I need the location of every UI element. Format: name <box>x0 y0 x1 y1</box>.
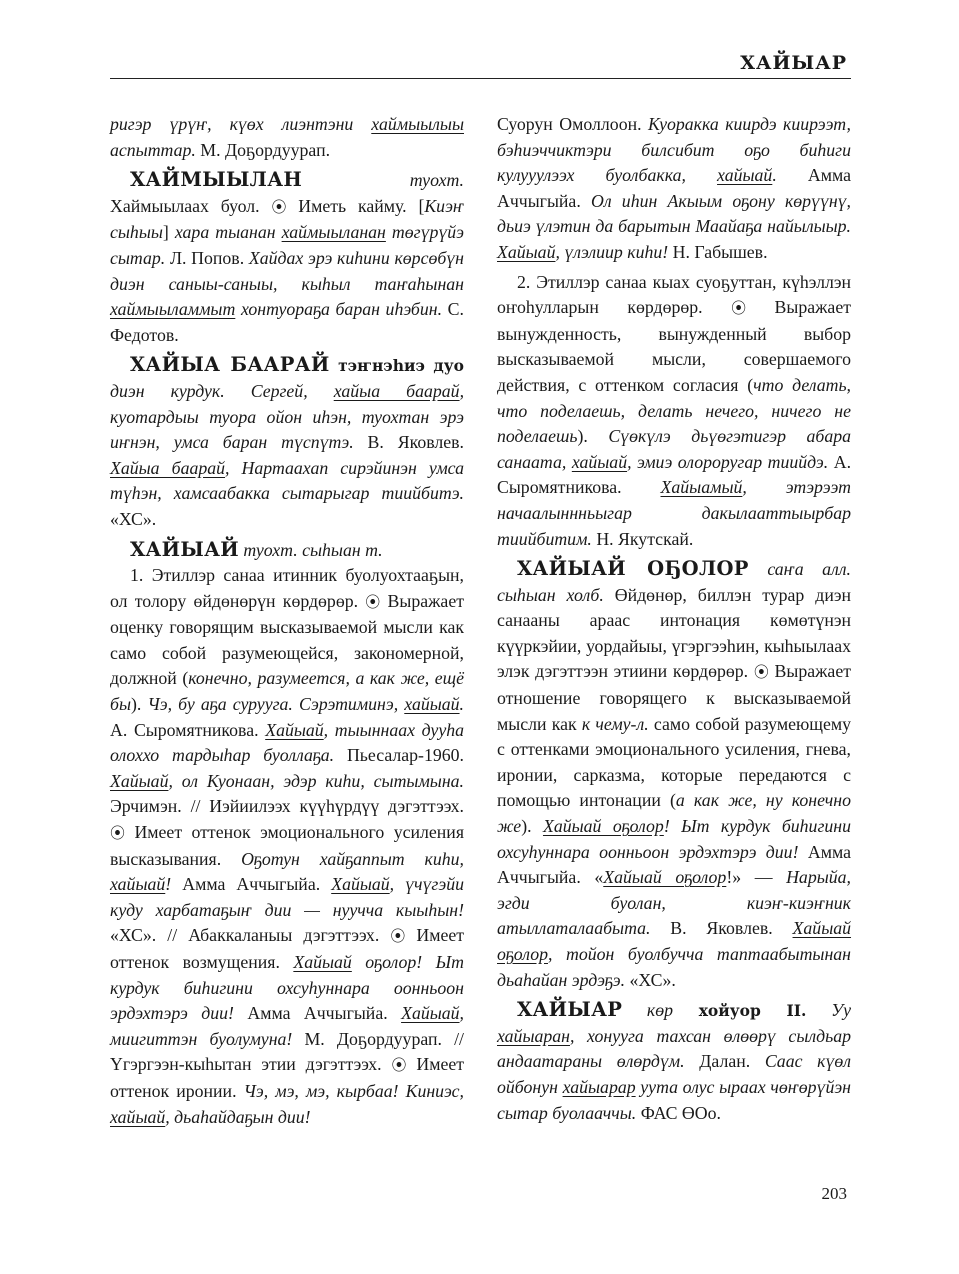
russian-gloss-italic: Киэҥ сыһыы <box>110 195 464 243</box>
grammar-label: көр <box>622 1000 674 1021</box>
example-text: төгүрүйэ сытар. <box>110 222 464 268</box>
headword: ХАЙЫАЙ <box>130 537 239 561</box>
example-text: Чэ, мэ, мэ, кырбаа! Киниэс, <box>236 1080 464 1101</box>
example-text: Ол иһин Акыым оҕону көрүүнү, дьиэ үлэтин да барытын Маайаҕа найылыыр. <box>497 190 851 237</box>
example-text: , этэрээт начаалыннньыгар дакылааттыырбар тиийбитим. <box>497 477 851 549</box>
grammar-label: туохт. <box>302 170 464 191</box>
source: Амма Аччыгыйа. <box>233 1003 388 1024</box>
example-text: , дьаһайдаҕын дии! <box>165 1106 311 1127</box>
russian-gloss: ). <box>577 426 588 447</box>
underlined-word: хайыай <box>571 451 628 472</box>
running-head: ХАЙЫАР <box>740 52 847 74</box>
quote-mark: !» — <box>726 867 773 888</box>
underlined-word: Хайыай <box>265 719 324 740</box>
sense-2 <box>497 270 851 553</box>
circle-dot-icon: ⦿ <box>365 592 381 611</box>
example-text: . <box>772 165 777 186</box>
example-text: Куоракка киирдэ киирээт, бэһиэччиктэри билсибит оҕо биһиги кулууулээх буолбакка, <box>497 114 851 186</box>
source: Л. Попов. <box>165 247 245 268</box>
russian-gloss: Имеет оттенок иронии. <box>110 1054 465 1101</box>
source: «ХС». <box>625 969 676 990</box>
definition: Этиллэр санаа итинник буолуохтааҕын, ол толору өйдөнөрүн көрдөрөр. <box>110 565 464 611</box>
headword: ХАЙЫАР <box>517 998 623 1022</box>
entry-haiya-baarai <box>110 352 464 532</box>
example-text: ригэр үрүҥ, күөх лиэнтэни <box>110 114 372 134</box>
underlined-word: Хайыа баарай <box>110 457 226 478</box>
entry-haiyar <box>497 997 851 1126</box>
source: Амма Аччыгыйа. <box>497 841 851 888</box>
underlined-word: Хайыай <box>110 770 169 791</box>
source: А. Сыромятникова. <box>110 719 259 740</box>
underlined-word: хайыай <box>110 1106 166 1127</box>
underlined-word: Хайыай <box>401 1003 460 1024</box>
underlined-word: хайыарар <box>562 1076 636 1097</box>
circle-dot-icon: ⦿ <box>731 299 747 318</box>
underlined-word: хайыай <box>404 694 460 715</box>
example-text: аспыттар. <box>110 139 196 160</box>
example-text: . <box>459 694 464 715</box>
russian-gloss-italic: что делать, что поделаешь, делать нечего, ничего не поделаешь <box>497 374 852 447</box>
continued-entry <box>497 112 851 266</box>
source: Амма Аччыгыйа. <box>497 165 851 211</box>
source: М. Доҕордуурап. <box>292 1028 442 1049</box>
source: М. Доҕордуурап. <box>195 139 331 160</box>
source: Амма Аччыгыйа. <box>171 874 321 895</box>
source: «ХС». <box>110 508 157 529</box>
example-text: , эмиэ олороругар тиийдэ. <box>627 451 829 472</box>
usage-note: // Иэйиилээх күүһүрдүү дэгэттээх. <box>181 796 464 817</box>
russian-gloss: ). <box>131 694 142 715</box>
underlined-word: хаймыылыы <box>371 114 464 134</box>
source: Н. Габышев. <box>668 241 768 262</box>
source: С. Федотов. <box>110 299 464 345</box>
entry-haiyai-ogolor <box>497 556 851 993</box>
example-text: , үлэлиир киһи! <box>555 241 669 262</box>
underlined-word: Хайыай <box>293 952 352 972</box>
sense-1 <box>110 563 464 1130</box>
example-text: Нарыйа, эгди буолан, киэҥ-киэҥник атыллаталаабыта. <box>497 867 851 939</box>
example-text: хонтуораҕа баран иһэбин. <box>235 299 443 320</box>
example-text: , тыыннаах дууһа олоххо тардыһар буоллаҕа. <box>110 719 464 766</box>
underlined-word: хайыаран <box>497 1025 570 1046</box>
page-number: 203 <box>821 1184 847 1203</box>
example-text: , хонууга тахсан өлөөрү сылдьар андаатараны өлөрдүм. <box>497 1025 851 1072</box>
grammar-label: туохт. сыһыан т. <box>238 539 383 560</box>
circle-dot-icon: ⦿ <box>391 1056 407 1075</box>
definition: Өйдөнөр, биллэн турар диэн санааны араас интонация көмөтүнэн күүркэйии, уордайыы, үгэргээһин, кыһыылаах элэк дэгэттээн этиини көрдөрөр. <box>497 584 851 682</box>
russian-gloss: ). <box>521 816 532 837</box>
russian-gloss-italic: а как же, ну конечно же <box>497 790 851 837</box>
grammar-label: сыһыан холб. <box>497 584 604 605</box>
header-rule <box>110 78 851 79</box>
example-text: уута олус ыраах чөҥөрүйэн сытар буолааччы. <box>497 1076 851 1123</box>
continued-entry <box>110 112 464 163</box>
russian-gloss: само собой разумеющему с оттенками эмоционального усиления, гнева, иронии, сарказма, которые передаются с помощью интонации ( <box>497 713 851 811</box>
example-text: , үчүгэйи куду харбатаҕыҥ дии — нуучча кыыһын! <box>110 874 464 920</box>
quote-mark: « <box>580 867 604 888</box>
source: Н. Якутскай. <box>591 528 694 549</box>
russian-gloss: Имеет оттенок эмоционального усиления высказывания. <box>110 822 464 869</box>
definition: Хаймыылаах буол. <box>110 195 272 216</box>
underlined-word: хайыа баарай <box>333 380 460 401</box>
source: ФАС ӨОо. <box>636 1102 721 1123</box>
grammar-label: саҥа алл. <box>748 559 851 580</box>
source: «ХС». <box>110 925 157 946</box>
example-text: Оҕотун хайҕаппыт киһи, <box>221 848 464 869</box>
russian-gloss: Выражает оценку говорящим высказываемой мысли как само собой разумеющейся, закономерной, должной ( <box>110 590 464 689</box>
example-text: хара тыанан <box>168 222 282 243</box>
source: В. Яковлев. <box>353 432 464 453</box>
bold-reference: хойуор II. <box>673 1001 807 1021</box>
source: Суорун Омоллоон. <box>497 114 642 134</box>
source: В. Яковлев. <box>650 918 773 939</box>
source: Далан. <box>684 1051 751 1072</box>
underlined-word: хаймыыланан <box>281 222 386 243</box>
underlined-word: Хайыай оҕолор <box>497 918 852 964</box>
russian-gloss: Выражает отношение говорящего к высказываемой мысли как <box>497 661 851 734</box>
russian-gloss: Выражает вынужденность, вынужденный выбор высказываемой мысли, совершаемого действия, с оттенком согласия ( <box>497 297 851 395</box>
russian-gloss-italic: к чему-л. <box>581 713 649 734</box>
example-text: Чэ, бу аҕа сурууга. Сэрэтиминэ, <box>141 694 405 715</box>
sense-number: 1. <box>130 565 144 586</box>
circle-dot-icon: ⦿ <box>753 663 769 682</box>
example-text: диэн курдук. Сергей, <box>110 380 334 401</box>
headword: ХАЙЫА БААРАЙ <box>130 353 330 377</box>
left-column <box>110 112 464 1130</box>
source: Эрчимэн. <box>110 796 182 817</box>
russian-gloss-italic: конечно, разумеется, а как же, ещё бы <box>110 668 464 715</box>
sense-number: 2. <box>517 271 531 292</box>
underlined-word: Хайыай оҕолор <box>603 867 727 888</box>
example-text: ! <box>165 874 172 895</box>
circle-dot-icon: ⦿ <box>271 197 287 216</box>
underlined-word: хаймыыламмыт <box>110 299 236 320</box>
example-text: , тойон буолбучча таптаабытынан дьаһайан эрдэҕэ. <box>497 944 851 990</box>
example-text: , ол Куонаан, эдэр киһи, сытымына. <box>168 770 464 791</box>
underlined-word: Хайыай оҕолор <box>542 816 664 837</box>
example-text: , Нартаахап сирэйинэн умса түһэн, хамсаабакка сытарыгар тиийбитэ. <box>110 457 465 504</box>
circle-dot-icon: ⦿ <box>110 824 126 843</box>
underlined-word: хайыай <box>110 874 166 895</box>
underlined-word: Хайыай <box>331 874 390 895</box>
definition: Этиллэр санаа кыах суоҕуттан, күһэллэн оҥоһулларын көрдөрөр. <box>497 271 851 318</box>
headword: ХАЙМЫЫЛАН <box>130 168 303 192</box>
example-text: Саас күөл ойбонун <box>497 1051 851 1097</box>
example-text: Уу <box>806 1000 851 1021</box>
underlined-word: Хайыамый <box>660 477 743 498</box>
underlined-word: Хайыай <box>497 241 556 262</box>
bold-reference: тэҥнэһиэ дуо <box>329 356 464 376</box>
russian-gloss: ] <box>162 222 169 243</box>
example-text: ! Ыт курдук биһигини охсуһуннара оонньоон эрдэхтэрэ дии! <box>497 816 851 862</box>
example-text: , куотардыы туора ойон иһэн, туохтан эрэ иҥнэн, умса баран түспүтэ. <box>110 380 465 453</box>
headword: ХАЙЫАЙ ОҔОЛОР <box>517 557 749 581</box>
russian-gloss: Имеет оттенок возмущения. <box>110 925 465 972</box>
underlined-word: хайыай <box>717 165 773 186</box>
circle-dot-icon: ⦿ <box>390 927 406 946</box>
entry-haimyylan <box>110 167 464 348</box>
usage-note: // Үгэргээн-кыһытан этии дэгэттээх. <box>110 1028 464 1075</box>
source: А. Сыромятникова. <box>497 451 852 498</box>
example-text: Сүөкүлэ дьүөгэтигэр абара санаата, <box>497 426 851 472</box>
example-text: оҕолор! Ыт курдук биһигини охсуһуннара оонньоон эрдэхтэрэ дии! <box>110 952 464 1024</box>
example-text: , миигиттэн буолумуна! <box>110 1003 464 1049</box>
usage-note: // Абаккаланыы дэгэттээх. <box>156 925 380 946</box>
entry-haiyai <box>110 537 464 564</box>
source: Пьесалар-1960. <box>334 745 464 766</box>
right-column <box>497 112 851 1126</box>
example-text: Хайдах эрэ киһини көрсөбүн диэн саныы-саныы, кыһыл таҥаһынан <box>110 247 465 294</box>
russian-gloss: Иметь кайму. [ <box>286 195 425 216</box>
